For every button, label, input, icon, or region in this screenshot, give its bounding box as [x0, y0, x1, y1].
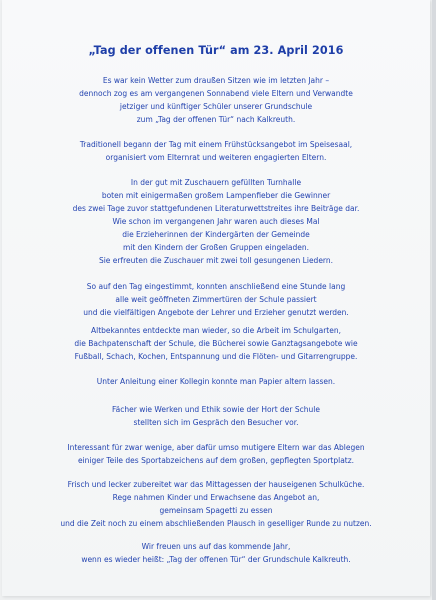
text-line: Wie schon im vergangenen Jahr waren auch dieses Mal	[112, 217, 320, 226]
paragraph-lunch	[2, 478, 430, 530]
paragraph-breakfast	[2, 138, 430, 164]
text-line: einiger Teile des Sportabzeichens auf dem großen, gepflegten Sportplatz.	[77, 456, 355, 465]
text-line: des zwei Tage zuvor stattgefundenen Literaturwettstreites ihre Beiträge dar.	[72, 204, 360, 213]
text-line: Es war kein Wetter zum draußen Sitzen wie im letzten Jahr –	[102, 76, 330, 85]
text-line: jetziger und künftiger Schüler unserer Grundschule	[119, 102, 313, 111]
text-line: und die Zeit noch zu einem abschließenden Plausch in geselliger Runde zu nutzen.	[60, 519, 372, 528]
text-line: alle weit geöffneten Zimmertüren der Schule passiert	[115, 295, 317, 304]
text-line: Sie erfreuten die Zuschauer mit zwei toll gesungenen Liedern.	[98, 256, 334, 265]
text-line: Frisch und lecker zubereitet war das Mittagessen der hauseigenen Schulküche.	[67, 480, 365, 489]
text-line: Altbekanntes entdeckte man wieder, so die Arbeit im Schulgarten,	[91, 326, 341, 335]
paragraph-sports	[2, 441, 430, 467]
text-line: mit den Kindern der Großen Gruppen eingeladen.	[122, 243, 310, 252]
text-line: Traditionell begann der Tag mit einem Frühstücksangebot im Speisesaal,	[79, 140, 353, 149]
text-line: wenn es wieder heißt: „Tag der offenen Tür“ der Grundschule Kalkreuth.	[81, 555, 351, 564]
paragraph-subjects	[2, 403, 430, 429]
text-line: dennoch zog es am vergangenen Sonnabend viele Eltern und Verwandte	[79, 89, 353, 98]
paragraph-open-doors	[2, 280, 430, 319]
scan-edge	[432, 0, 436, 600]
paragraph-gym	[2, 176, 430, 267]
text-line: In der gut mit Zuschauern gefüllten Turnhalle	[130, 178, 302, 187]
text-line: So auf den Tag eingestimmt, konnten anschließend eine Stunde lang	[86, 282, 346, 291]
text-line: Rege nahmen Kinder und Erwachsene das Angebot an,	[112, 493, 320, 502]
text-line: Fußball, Schach, Kochen, Entspannung und die Flöten- und Gitarrengruppe.	[74, 352, 358, 361]
text-line: Fächer wie Werken und Ethik sowie der Hort der Schule	[112, 405, 320, 414]
text-line: organisiert vom Elternrat und weiteren engagierten Eltern.	[105, 153, 327, 162]
text-line: Interessant für zwar wenige, aber dafür umso mutigere Eltern war das Ablegen	[67, 443, 365, 452]
text-line: gemeinsam Spagetti zu essen	[159, 506, 273, 515]
text-line: und die vielfältigen Angebote der Lehrer und Erzieher genutzt werden.	[83, 308, 349, 317]
text-line: Unter Anleitung einer Kollegin konnte man Papier altern lassen.	[96, 377, 336, 386]
text-line: stellten sich im Gespräch den Besucher vor.	[133, 418, 299, 427]
paper-sheet	[2, 0, 430, 596]
text-line: zum „Tag der offenen Tür“ nach Kalkreuth.	[136, 115, 296, 124]
text-line: boten mit einigermaßen großem Lampenfieber die Gewinner	[101, 191, 331, 200]
paragraph-closing	[2, 540, 430, 566]
text-line: die Erzieherinnen der Kindergärten der Gemeinde	[122, 230, 310, 239]
paragraph-paper	[2, 375, 430, 388]
text-line: Wir freuen uns auf das kommende Jahr,	[141, 542, 291, 551]
paragraph-activities	[2, 324, 430, 363]
document-title: „Tag der offenen Tür“ am 23. April 2016	[88, 44, 344, 57]
text-line: die Bachpatenschaft der Schule, die Bücherei sowie Ganztagsangebote wie	[74, 339, 358, 348]
paragraph-weather	[2, 74, 430, 126]
